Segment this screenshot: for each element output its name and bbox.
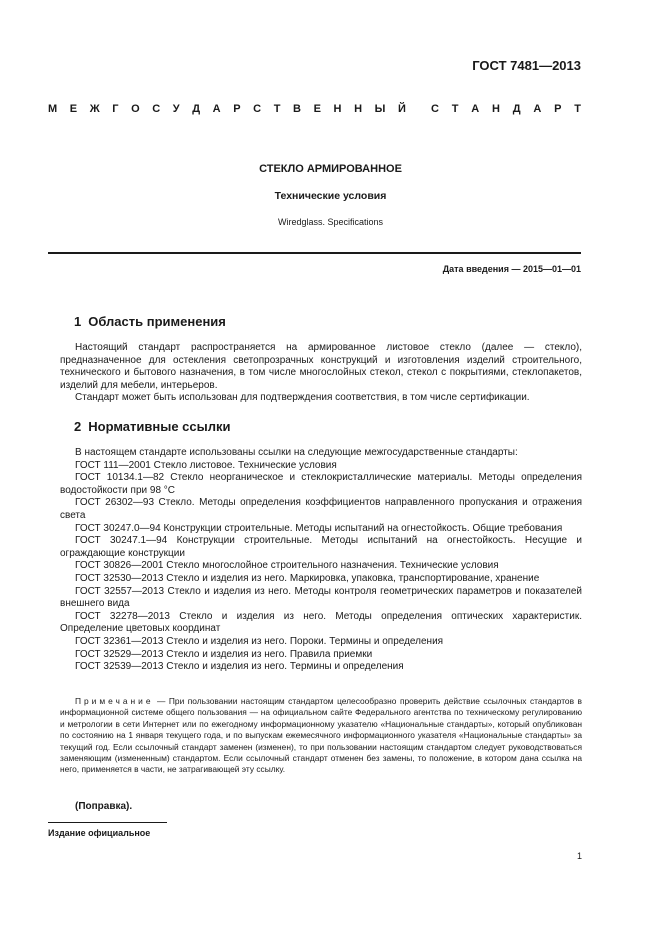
banner-letter: Н <box>491 103 500 115</box>
references-intro: В настоящем стандарте использованы ссылки на следующие межгосударственные стандарты: <box>75 447 518 458</box>
section-number: 2 <box>74 419 82 434</box>
reference-item: ГОСТ 30826—2001 Стекло многослойное строительного назначения. Технические условия <box>75 560 499 572</box>
intro-date: Дата введения — 2015—01—01 <box>442 264 581 274</box>
banner-letter: С <box>152 103 161 115</box>
document-code: ГОСТ 7481—2013 <box>472 58 581 73</box>
banner-letter: Т <box>273 103 281 115</box>
reference-item: ГОСТ 30247.1—94 Конструкции строительные. Методы испытаний на огнестойкость. Несущие и ограждающие конструкции <box>60 535 582 559</box>
banner-letter: Й <box>397 103 406 115</box>
reference-item: ГОСТ 30247.0—94 Конструкции строительные. Методы испытаний на огнестойкость. Общие требования <box>75 522 563 534</box>
interstate-standard-banner <box>48 103 581 115</box>
banner-letter: А <box>471 103 480 115</box>
section-number: 1 <box>74 314 82 329</box>
banner-letter: А <box>212 103 221 115</box>
document-title: СТЕКЛО АРМИРОВАННОЕ <box>259 163 402 175</box>
references-list <box>60 447 582 674</box>
note-label: Примечание <box>75 696 154 706</box>
banner-letter: М <box>48 103 58 115</box>
banner-letter: Г <box>112 103 119 115</box>
section-1-heading <box>74 314 226 329</box>
section-1-body <box>60 342 582 405</box>
paragraph: Стандарт может быть использован для подтверждения соответствия, в том числе сертификации. <box>75 392 530 404</box>
reference-item: ГОСТ 26302—93 Стекло. Методы определения коэффициентов направленного пропускания и отражения света <box>60 497 582 521</box>
header-divider <box>48 252 581 254</box>
paragraph: Настоящий стандарт распространяется на армированное листовое стекло (далее — стекло), предназначенное для остекления светопрозрачных конструкций и изготовления изделий строительного, технического и бытового назначения, в том числе многослойных стекол, стекол с покрытиями, стеклопакетов, изделий для мебели, интерьеров. <box>60 342 582 391</box>
official-edition-label: Издание официальное <box>48 828 151 838</box>
amendment-mark: (Поправка). <box>75 801 133 812</box>
banner-letter: Т <box>451 103 459 115</box>
banner-letter: Т <box>574 103 581 115</box>
interstate-word <box>48 103 406 115</box>
banner-letter: Ж <box>89 103 100 115</box>
reference-item: ГОСТ 32278—2013 Стекло и изделия из него. Методы определения оптических характеристик. Определение цветовых координат <box>60 610 582 635</box>
banner-letter: Р <box>233 103 241 115</box>
english-title: Wiredglass. Specifications <box>277 217 384 227</box>
banner-letter: Д <box>512 103 521 115</box>
section-title: Нормативные ссылки <box>88 419 231 434</box>
reference-item: ГОСТ 32539—2013 Стекло и изделия из него. Термины и определения <box>75 661 404 673</box>
page-number: 1 <box>577 851 583 861</box>
banner-letter: А <box>533 103 542 115</box>
banner-letter: О <box>131 103 140 115</box>
reference-item: ГОСТ 32361—2013 Стекло и изделия из него. Пороки. Термины и определения <box>75 635 444 647</box>
section-2-heading <box>74 419 230 434</box>
note-text: — При пользовании настоящим стандартом целесообразно проверить действие ссылочных стандартов в информационной системе общего пользования — на официальном сайте Федерального агентства по техническому регулированию и метрологии в сети Интернет или по ежегодному информационному указателю «Национальные стандарты», который опубликован по состоянию на 1 января текущего года, и по выпускам ежемесячного информационного указателя «Национальные стандарты» за текущий год. Если ссылочный стандарт заменен (изменен), то при пользовании настоящим стандартом следует руководствоваться заменяющим (измененным) стандартом. Если ссылочный стандарт отменен без замены, то положение, в котором дана ссылка на него, применяется в части, не затрагивающей эту ссылку. <box>60 696 582 775</box>
reference-item: ГОСТ 111—2001 Стекло листовое. Технические условия <box>75 459 337 471</box>
reference-item: ГОСТ 32530—2013 Стекло и изделия из него. Маркировка, упаковка, транспортирование, хранение <box>75 572 540 584</box>
reference-item: ГОСТ 10134.1—82 Стекло неорганическое и стеклокристаллические материалы. Методы определения водостойкости при 98 °С <box>60 472 582 496</box>
banner-letter: В <box>293 103 301 115</box>
section-title: Область применения <box>88 314 226 329</box>
standard-word <box>431 103 581 115</box>
reference-item: ГОСТ 32557—2013 Стекло и изделия из него. Методы контроля геометрических параметров и показателей внешнего вида <box>60 585 582 610</box>
banner-letter: Д <box>192 103 201 115</box>
banner-letter: Н <box>333 103 342 115</box>
banner-letter: Р <box>554 103 562 115</box>
banner-letter: С <box>431 103 439 115</box>
banner-letter: У <box>172 103 180 115</box>
banner-letter: Е <box>313 103 321 115</box>
note-block <box>60 696 582 776</box>
banner-letter: Е <box>69 103 78 115</box>
footer-divider <box>48 822 167 823</box>
reference-item: ГОСТ 32529—2013 Стекло и изделия из него. Правила приемки <box>75 648 373 660</box>
document-subtitle: Технические условия <box>274 190 387 202</box>
banner-letter: Н <box>354 103 363 115</box>
banner-letter: С <box>253 103 262 115</box>
banner-letter: Ы <box>374 103 386 115</box>
